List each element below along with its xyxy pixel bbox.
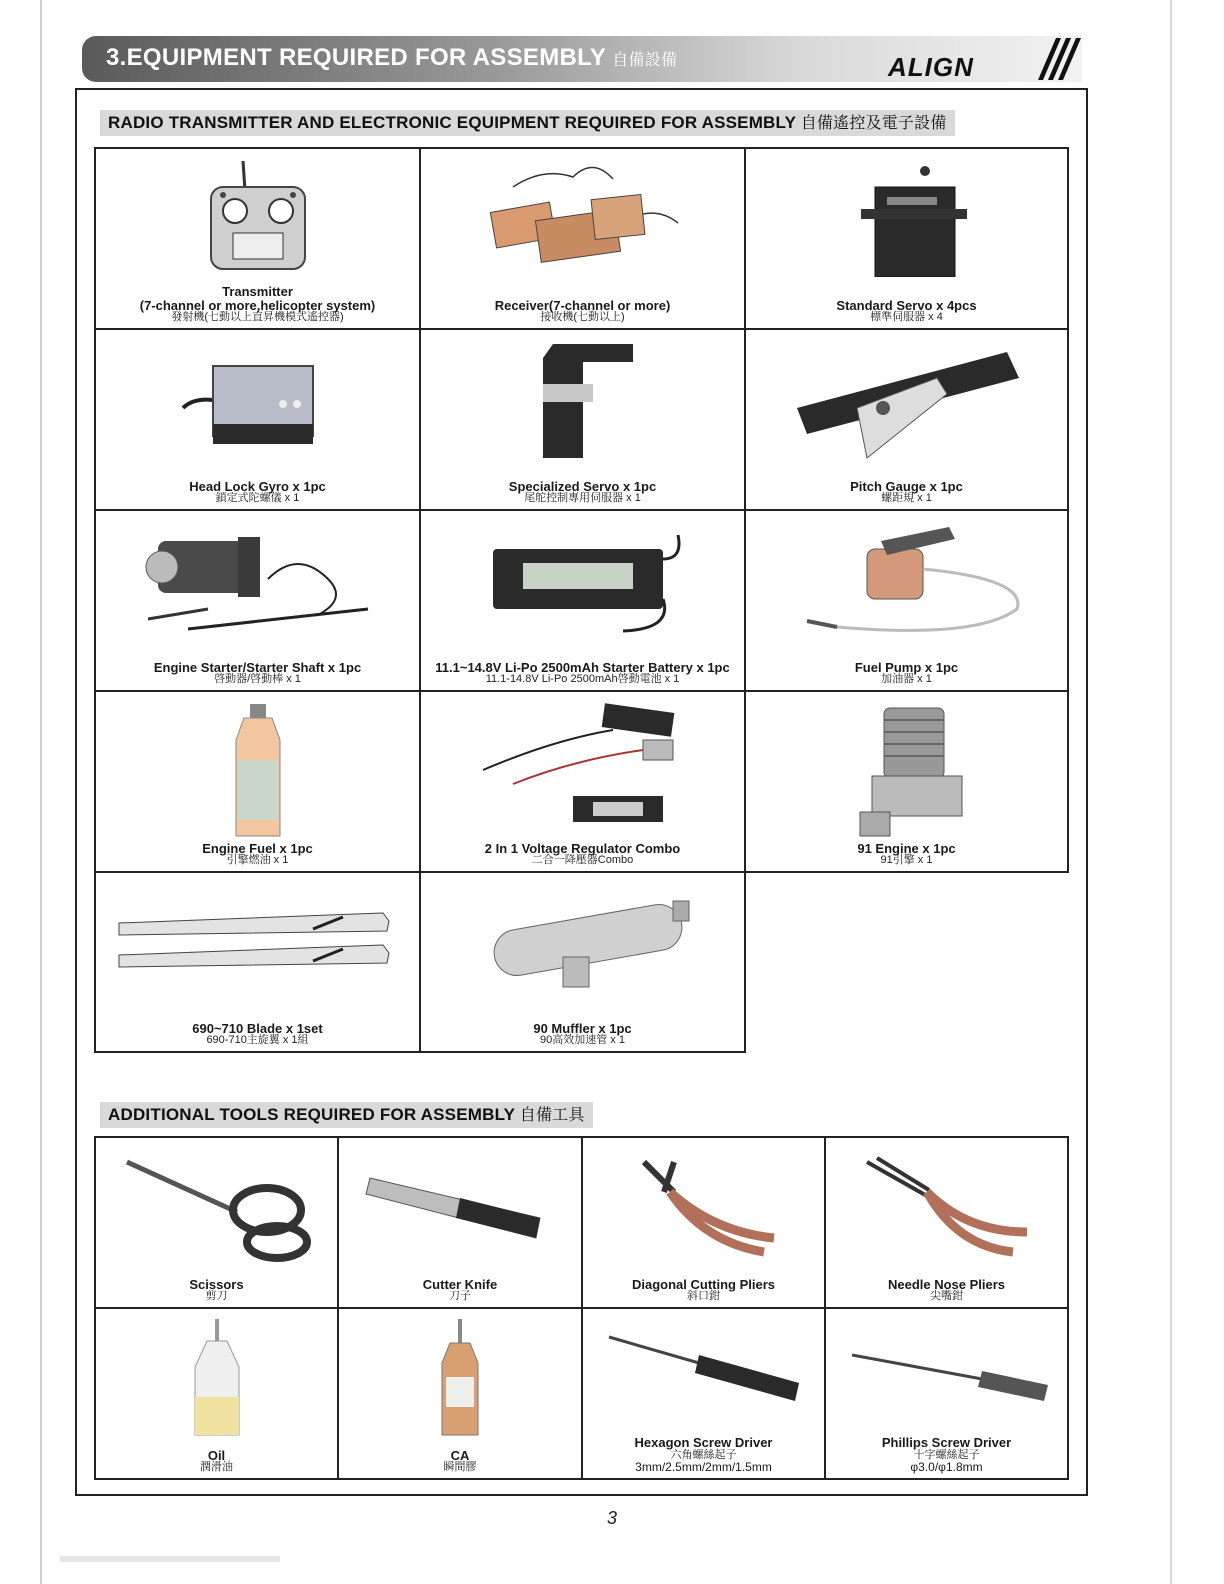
item-name-zh: 91引擎 x 1 [880, 854, 933, 867]
item-name-zh: 潤滑油 [200, 1461, 233, 1474]
item-name: 690~710 Blade x 1set [192, 1020, 323, 1036]
item-name: Pitch Gauge x 1pc [850, 478, 963, 494]
ca-glue-icon [420, 1317, 500, 1437]
item-name-zh: 90高效加速管 x 1 [540, 1034, 625, 1047]
pitch-gauge-icon [787, 338, 1027, 468]
voltage-regulator-icon [453, 700, 713, 830]
item-name-zh: 接收機(七動以上) [540, 311, 625, 324]
item-name: Engine Starter/Starter Shaft x 1pc [153, 659, 362, 675]
cutter-knife-icon [360, 1158, 560, 1248]
equipment-item-receiver [421, 149, 746, 330]
item-name-zh: 螺距規 x 1 [881, 492, 932, 505]
equipment-item-transmitter [96, 149, 421, 330]
tool-item-diagonal-pliers [583, 1138, 826, 1309]
item-name: Transmitter [222, 284, 293, 300]
item-name-zh: 尖嘴鉗 [930, 1290, 963, 1303]
tool-item-phillips-driver [826, 1309, 1069, 1480]
equipment-grid [94, 147, 1069, 1053]
equipment-item-pitch-gauge [746, 330, 1069, 511]
fuel-bottle-icon [208, 700, 308, 840]
section-title-tools: ADDITIONAL TOOLS REQUIRED FOR ASSEMBLY 自備工具 [100, 1102, 593, 1128]
item-name-zh: 引擎燃油 x 1 [226, 854, 289, 867]
scissors-icon [117, 1152, 317, 1262]
tool-item-hex-driver [583, 1309, 826, 1480]
item-name: Diagonal Cutting Pliers [631, 1276, 775, 1292]
gyro-icon [173, 338, 343, 458]
battery-icon [473, 519, 693, 639]
item-name-zh: 刀子 [449, 1290, 471, 1303]
item-name: Needle Nose Pliers [887, 1276, 1006, 1292]
engine-starter-icon [128, 519, 388, 649]
tool-item-cutter-knife [339, 1138, 583, 1309]
servo-icon [847, 157, 967, 277]
muffler-icon [453, 893, 713, 993]
equipment-item-standard-servo [746, 149, 1069, 330]
item-name: Phillips Screw Driver [881, 1435, 1012, 1451]
item-name: Head Lock Gyro x 1pc [189, 478, 326, 494]
item-name: Specialized Servo x 1pc [508, 478, 657, 494]
page-number: 3 [606, 1508, 617, 1528]
needle-nose-pliers-icon [847, 1152, 1047, 1262]
receiver-icon [483, 157, 683, 277]
transmitter-icon [193, 157, 323, 277]
item-name-zh: 剪刀 [205, 1290, 228, 1303]
item-name-zh: 標準伺服器 x 4 [870, 311, 943, 324]
tail-servo-icon [513, 338, 653, 468]
item-name-zh: 11.1-14.8V Li-Po 2500mAh啓動電池 x 1 [485, 673, 680, 686]
equipment-item-specialized-servo [421, 330, 746, 511]
page-edge [1170, 0, 1172, 1584]
tools-grid [94, 1136, 1069, 1480]
tool-item-scissors [96, 1138, 339, 1309]
empty-cell [746, 873, 1069, 1053]
tool-item-ca [339, 1309, 583, 1480]
item-name: Cutter Knife [422, 1276, 498, 1292]
item-name-zh: 尾舵控制專用伺服器 x 1 [524, 492, 641, 505]
item-name-zh: 瞬間膠 [443, 1461, 477, 1474]
diagonal-pliers-icon [604, 1152, 804, 1262]
logo-stripes-icon [1012, 36, 1082, 82]
item-name-zh: 十字螺絲起子 [913, 1448, 980, 1461]
item-name: Hexagon Screw Driver [634, 1435, 773, 1451]
page-title: 3.EQUIPMENT REQUIRED FOR ASSEMBLY 自備設備 [106, 44, 678, 71]
item-name: Scissors [189, 1276, 244, 1292]
item-name-zh: 發射機(七動以上直昇機模式遙控器) [171, 311, 344, 324]
oil-bottle-icon [177, 1317, 257, 1437]
item-name: Engine Fuel x 1pc [202, 840, 313, 856]
equipment-item-voltage-regulator [421, 692, 746, 873]
equipment-item-engine-fuel [96, 692, 421, 873]
fuel-pump-icon [777, 519, 1037, 649]
equipment-item-fuel-pump [746, 511, 1069, 692]
tool-item-oil [96, 1309, 339, 1480]
item-name: Oil [207, 1447, 226, 1463]
engine-icon [832, 700, 982, 840]
item-name-zh: 690-710主旋翼 x 1組 [206, 1034, 309, 1047]
brand-logo: ALIGN [888, 52, 974, 82]
equipment-item-blade [96, 873, 421, 1053]
item-name-zh: 六角螺絲起子 [670, 1448, 737, 1461]
item-size: 3mm/2.5mm/2mm/1.5mm [635, 1460, 772, 1475]
item-name-zh: 啓動器/啓動棒 x 1 [214, 673, 301, 686]
section-title-equipment: RADIO TRANSMITTER AND ELECTRONIC EQUIPMENT REQUIRED FOR ASSEMBLY 自備遙控及電子設備 [100, 110, 955, 136]
item-name: Standard Servo x 4pcs [836, 297, 977, 313]
scan-artifact [60, 1556, 280, 1562]
item-name-zh: 二合一降壓器Combo [531, 854, 634, 867]
item-name: Fuel Pump x 1pc [854, 659, 959, 675]
item-name: CA [450, 1447, 470, 1463]
equipment-item-starter-battery [421, 511, 746, 692]
item-name: 11.1~14.8V Li-Po 2500mAh Starter Battery x 1pc [435, 659, 730, 675]
tool-item-needle-nose-pliers [826, 1138, 1069, 1309]
equipment-item-gyro [96, 330, 421, 511]
blade-icon [113, 909, 403, 979]
item-name-zh: 鎖定式陀螺儀 x 1 [215, 492, 300, 505]
item-name: 90 Muffler x 1pc [533, 1020, 632, 1036]
item-name: 91 Engine x 1pc [857, 840, 956, 856]
equipment-item-engine-starter [96, 511, 421, 692]
item-name-zh: 加油器 x 1 [881, 673, 932, 686]
equipment-item-engine [746, 692, 1069, 873]
item-size: φ3.0/φ1.8mm [910, 1460, 983, 1475]
item-name: (7-channel or more,helicopter system) [139, 297, 376, 313]
page-edge [40, 0, 42, 1584]
item-name-zh: 斜口鉗 [687, 1290, 720, 1303]
item-name: 2 In 1 Voltage Regulator Combo [484, 840, 681, 856]
hex-driver-icon [599, 1327, 809, 1407]
phillips-driver-icon [842, 1345, 1052, 1405]
item-name: Receiver(7-channel or more) [494, 297, 671, 313]
equipment-item-muffler [421, 873, 746, 1053]
